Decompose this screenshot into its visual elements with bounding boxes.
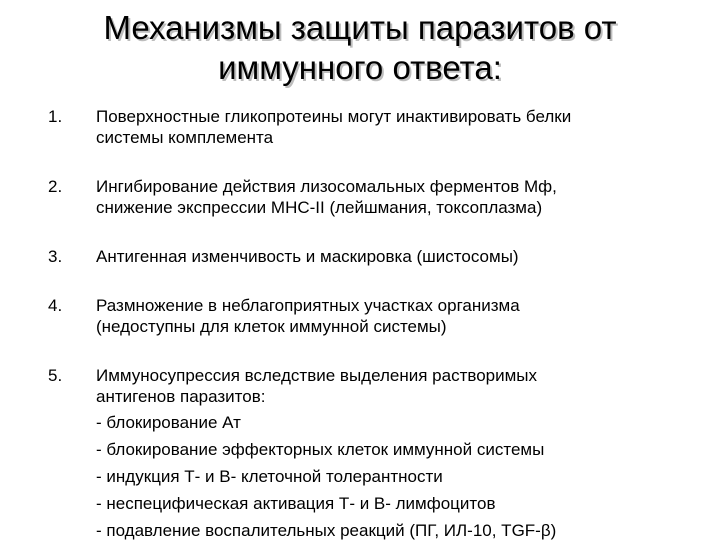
sub-item: - индукция Т- и В- клеточной толерантности [96,467,443,486]
list-item-text-line: снижение экспрессии МНС-II (лейшмания, токсоплазма) [96,198,543,217]
list-item-2 [48,176,688,218]
sub-item: - неспецифическая активация Т- и В- лимфоцитов [96,494,496,513]
list-item-3 [48,246,688,267]
title-line-2: иммунного ответа: [218,49,502,86]
list-number: 5. [48,366,63,385]
list-item-text-line: антигенов паразитов: [96,387,266,406]
list-item-5 [48,365,688,542]
list-item-text-line: Иммуносупрессия вследствие выделения растворимых [96,366,538,385]
list-item-text-line: Поверхностные гликопротеины могут инактивировать белки [96,107,572,126]
list-item-4 [48,295,688,337]
list-item-text-line: системы комплемента [96,128,274,147]
list-item-text-line: (недоступны для клеток иммунной системы) [96,317,447,336]
list-item-text-line: Размножение в неблагоприятных участках организма [96,296,520,315]
sub-item: - блокирование Ат [96,413,241,432]
list-item-1 [48,106,688,148]
list-item-text-line: Антигенная изменчивость и маскировка (шистосомы) [96,247,519,266]
sub-item: - подавление воспалительных реакций (ПГ, ИЛ-10, TGF-β) [96,521,557,540]
slide-title [40,8,680,88]
list-number: 2. [48,177,63,196]
list-number: 1. [48,107,63,126]
list-number: 4. [48,296,63,315]
list-item-text-line: Ингибирование действия лизосомальных ферментов Мф, [96,177,557,196]
title-line-1: Механизмы защиты паразитов от [103,9,617,46]
sub-item: - блокирование эффекторных клеток иммунной системы [96,440,545,459]
list-number: 3. [48,247,63,266]
numbered-list [48,106,688,542]
